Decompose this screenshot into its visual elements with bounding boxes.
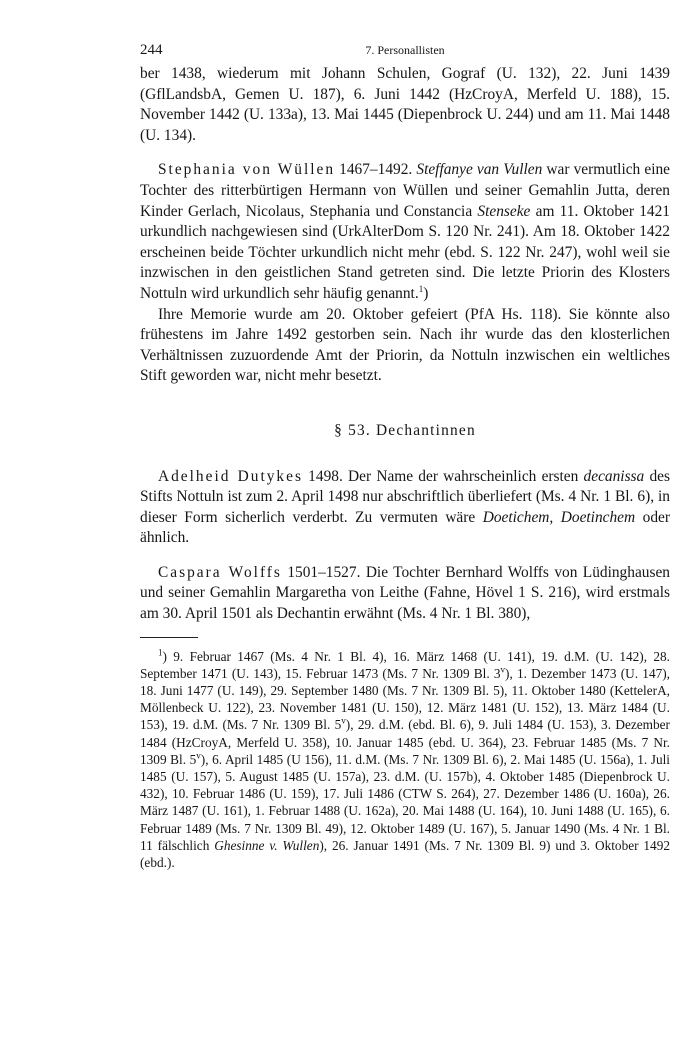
text-run: Ihre Memorie wurde am 20. Oktober gefeiert (PfA Hs. 118). Sie könnte also frühestens im Jahre 1492 gestorben sein. Nach ihr wurde das den klosterlichen Verhältnissen zuzuordende Amt der Priorin, da Nottuln inzwischen ein weltliches Stift geworden war, nicht mehr besetzt. <box>140 305 670 385</box>
text-run: ) 9. Februar 1467 (Ms. 4 Nr. 1 Bl. 4), 16. März 1468 (U. 141), 19. d.M. (U. 142), 28. September 1471 (U. 143), 15. Februar 1473 (Ms. 7 Nr. 1309 Bl. 3 <box>140 648 670 681</box>
footnote-1 <box>140 648 670 872</box>
entry-adelheid-dutykes <box>140 467 670 549</box>
body-text <box>140 64 670 625</box>
text-run: oder ähnlich. <box>140 508 670 547</box>
italic-text: Doetichem, Doetinchem <box>482 508 636 526</box>
text-run: ), 6. April 1485 (U 156), 11. d.M. (Ms. 7 Nr. 1309 Bl. 6), 2. Mai 1485 (U. 156a), 1. Juli 1485 (U. 157), 5. August 1485 (U. 157a), 23. d.M. (U. 157b), 4. Oktober 1485 (Diepenbrock U. 432), 10. Februar 1486 (U. 159), 17. Juli 1486 (CTW S. 264), 27. Dezember 1486 (U. 160a), 26. März 1487 (U. 161), 1. Februar 1488 (U. 162a), 20. Mai 1488 (U. 164), 10. Juni 1488 (U. 165), 6. Februar 1489 (Ms. 7 Nr. 1309 Bl. 49), 12. Oktober 1489 (U. 167), 5. Januar 1490 (Ms. 4 Nr. 1 Bl. 11 fälschlich <box>140 751 671 853</box>
italic-text: Stenseke <box>477 202 531 220</box>
text-run: ), 1. Dezember 1473 (U. 147), 18. Juni 1477 (U. 149), 29. September 1480 (Ms. 7 Nr. 1309 Bl. 5), 11. Oktober 1480 (KettelerA, Möllenbeck U. 122), 23. November 1481 (U. 150), 12. März 1481 (U. 152), 13. März 1484 (U. 153), 19. d.M. (Ms. 7 Nr. 1309 Bl. 5 <box>140 665 670 733</box>
footnote-marker: 1 <box>418 283 424 294</box>
page-number: 244 <box>140 42 163 58</box>
entry-caspara-wolffs <box>140 563 670 625</box>
running-head: 7. Personallisten <box>365 43 445 57</box>
text-run: 1498. Der Name der wahrscheinlich ersten <box>302 467 584 485</box>
footnote-rule <box>140 637 198 638</box>
italic-text: Steffanye van Vullen <box>416 161 543 179</box>
text-run: ), 26. Januar 1491 (Ms. 7 Nr. 1309 Bl. 9) und 3. Oktober 1492 (ebd.). <box>140 837 671 871</box>
text-run: 1501–1527. Die Tochter Bernhard Wolffs von Lüdinghausen und seiner Gemahlin Margaretha von Leithe (Fahne, Hövel 1 S. 216), wird erstmals am 30. April 1501 als Dechantin erwähnt (Ms. 4 Nr. 1 Bl. 380), <box>140 563 670 623</box>
entry-name: Caspara Wolffs <box>158 563 282 581</box>
text-run: ber 1438, wiederum mit Johann Schulen, Gograf (U. 132), 22. Juni 1439 (GflLandsbA, Gemen U. 187), 6. Juni 1442 (HzCroyA, Merfeld U. 188), 15. November 1442 (U. 133a), 13. Mai 1445 (Diepenbrock U. 244) und am 11. Mai 1448 (U. 134). <box>140 65 670 144</box>
footnote-marker: v <box>341 716 346 727</box>
entry-name: Adelheid Dutykes <box>158 467 303 485</box>
continuation-paragraph <box>140 64 670 146</box>
text-run: war vermutlich eine Tochter des ritterbürtigen Hermann von Wüllen und seiner Gemahlin Jutta, deren Kinder Gerlach, Nicolaus, Stephania und Constancia <box>140 161 671 220</box>
book-page <box>140 42 670 871</box>
text-run: am 11. Oktober 1421 urkundlich nachgewiesen sind (UrkAlterDom S. 120 Nr. 241). Am 18. Oktober 1422 erscheinen beide Töchter urkundlich nicht mehr (ebd. S. 122 Nr. 247), wohl weil sie inzwischen in den geistlichen Stand getreten sind. Die letzte Priorin des Klosters Nottuln wird urkundlich sehr häufig genannt. <box>140 202 670 302</box>
section-heading <box>140 421 670 442</box>
text-run: ) <box>423 284 429 302</box>
footnotes <box>140 648 670 872</box>
text-run: des Stifts Nottuln ist zum 2. April 1498 nur abschriftlich überliefert (Ms. 4 Nr. 1 Bl. 6), in dieser Form sicherlich verderbt. Zu vermuten wäre <box>140 467 670 526</box>
entry-stephania-von-wuellen <box>140 160 670 304</box>
footnote-marker: v <box>196 750 201 761</box>
text-run: § 53. Dechantinnen <box>334 421 476 439</box>
italic-text: Ghesinne v. Wullen <box>214 837 320 853</box>
text-run: 1467–1492. <box>335 161 417 179</box>
italic-text: decanissa <box>583 467 645 485</box>
page-header <box>140 42 670 64</box>
entry-stephania-memorie <box>140 305 670 387</box>
text-run: ), 29. d.M. (ebd. Bl. 6), 9. Juli 1484 (U. 153), 3. Dezember 1484 (HzCroyA, Merfeld U. 358), 10. Januar 1485 (ebd. U. 364), 23. Februar 1485 (Ms. 7 Nr. 1309 Bl. 5 <box>140 717 670 767</box>
footnote-marker: 1 <box>158 647 163 658</box>
entry-name: Stephania von Wüllen <box>158 161 336 179</box>
footnote-marker: v <box>500 664 506 675</box>
